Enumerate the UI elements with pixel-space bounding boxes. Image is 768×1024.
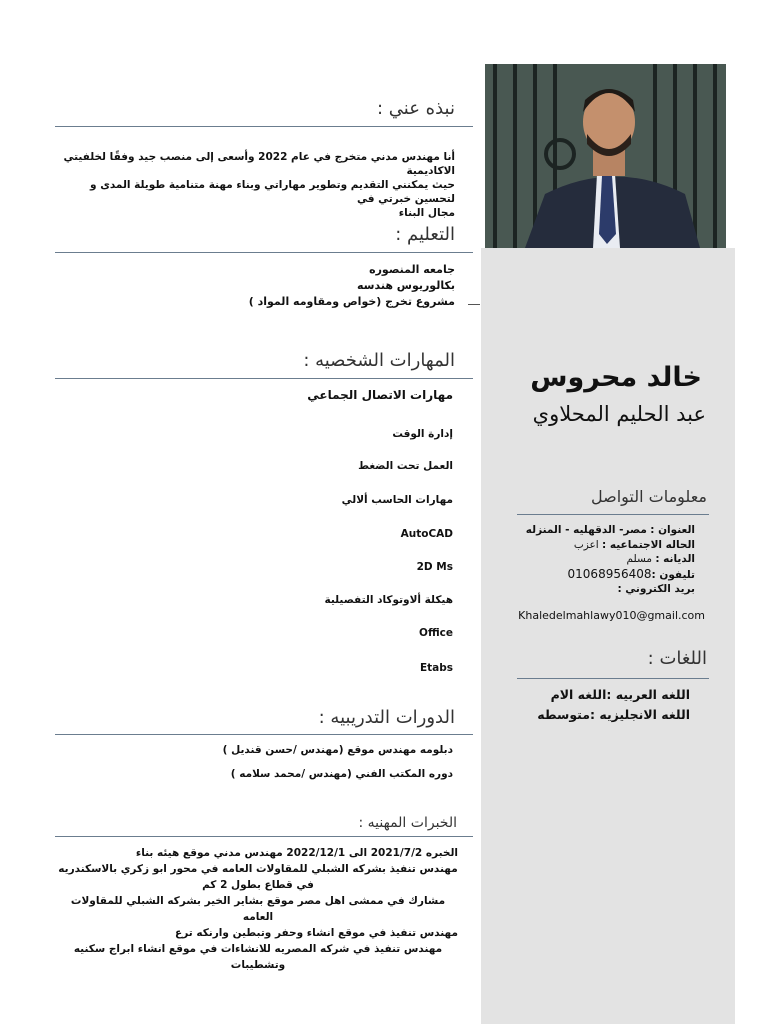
email-value[interactable]: Khaledelmahlawy010@gmail.com [518, 609, 705, 622]
about-text [55, 150, 455, 220]
address-label: العنوان : [650, 524, 695, 536]
education-line: مشروع تخرج (خواص ومقاومه المواد ) [248, 295, 455, 308]
experience-line: مهندس تنفيذ بشركه الشبلي للمقاولات العامه في محور ابو زكري بالاسكندريه [58, 863, 458, 875]
languages-heading: اللغات : [647, 648, 707, 669]
experience-line: الخبره 2021/7/2 الى 2022/12/1 مهندس مدني موقع هيئه بناء [135, 847, 458, 859]
skill-item: Office [419, 627, 453, 639]
language-item: اللغه الانجليزيه :متوسطه [537, 707, 690, 722]
address-value: مصر- الدقهليه - المنزله [525, 524, 647, 536]
profile-photo [485, 64, 726, 248]
experience-line: مهندس تنفيذ في شركه المصريه للانشاءات في موقع انشاء ابراج سكنيه [73, 943, 443, 955]
courses-heading: الدورات التدريبيه : [318, 707, 455, 728]
skill-item: العمل تحت الضغط [358, 460, 453, 472]
first-name: خالد محروس [530, 362, 702, 393]
email-label: بريد الكتروني : [617, 583, 695, 595]
contact-marital [500, 538, 695, 553]
education-heading: التعليم : [395, 224, 455, 245]
experience-line: وتشطيبات [230, 959, 286, 971]
contact-info [500, 523, 695, 597]
course-item: دوره المكتب الفني (مهندس /محمد سلامه ) [230, 768, 453, 780]
about-heading: نبذه عني : [376, 98, 455, 119]
religion-label: الديانه : [655, 553, 695, 565]
skill-item: AutoCAD [400, 528, 453, 540]
skill-item: إدارة الوقت [392, 428, 453, 440]
experience-line: مهندس تنفيذ في موقع انشاء وحفر وتبطين وارنكه ترع [175, 927, 458, 939]
contact-phone [500, 567, 695, 583]
religion-value: مسلم [626, 553, 652, 565]
experience-divider [55, 836, 473, 837]
contact-address [500, 523, 695, 538]
about-line: أنا مهندس مدني متخرج في عام 2022 وأسعى إلى منصب جيد وفقًا لخلفيتي الاكاديمية [63, 151, 455, 177]
skill-item: مهارات الاتصال الجماعي [307, 388, 453, 402]
skill-item: Etabs [419, 662, 453, 674]
experience-line: مشارك في ممشى اهل مصر موقع بشاير الخير بشركه الشبلي للمقاولات العامه [70, 895, 446, 923]
marital-value: اعزب [573, 538, 599, 551]
contact-religion [500, 552, 695, 567]
education-line: بكالوريوس هندسه [356, 279, 455, 292]
marital-label: الحاله الاجتماعيه : [602, 538, 695, 551]
skill-item: مهارات الحاسب ألالي [341, 494, 453, 506]
contact-divider [517, 514, 709, 515]
education-line: جامعه المنصوره [369, 263, 455, 276]
phone-label: تليفون : [651, 568, 695, 581]
stray-line [468, 304, 480, 305]
about-line: مجال البناء [398, 207, 455, 219]
education-divider [55, 252, 473, 253]
skill-item: 2D Ms [416, 561, 453, 573]
skills-heading: المهارات الشخصيه : [303, 350, 455, 371]
language-item: اللغه العربيه :اللغه الام [550, 687, 690, 702]
skill-item: هيكلة ألاوتوكاد التفصيلية [324, 594, 453, 606]
contact-heading: معلومات التواصل [590, 487, 707, 506]
experience-line: في قطاع بطول 2 كم [202, 879, 314, 891]
about-line: حيث يمكنني التقديم وتطوير مهاراتي وبناء مهنة متنامية طويلة المدى و لتحسين خبرتي في [90, 179, 455, 205]
skills-divider [55, 378, 473, 379]
about-divider [55, 126, 473, 127]
phone-value: 01068956408 [567, 566, 652, 581]
experience-list [58, 845, 458, 973]
languages-divider [517, 678, 709, 679]
courses-divider [55, 734, 473, 735]
course-item: دبلومه مهندس موقع (مهندس /حسن قنديل ) [222, 744, 453, 756]
contact-email-label-row [500, 582, 695, 597]
languages-list [500, 685, 690, 725]
experience-heading: الخبرات المهنيه : [358, 815, 457, 831]
education-list [200, 262, 455, 310]
last-name: عبد الحليم المحلاوي [532, 402, 706, 426]
